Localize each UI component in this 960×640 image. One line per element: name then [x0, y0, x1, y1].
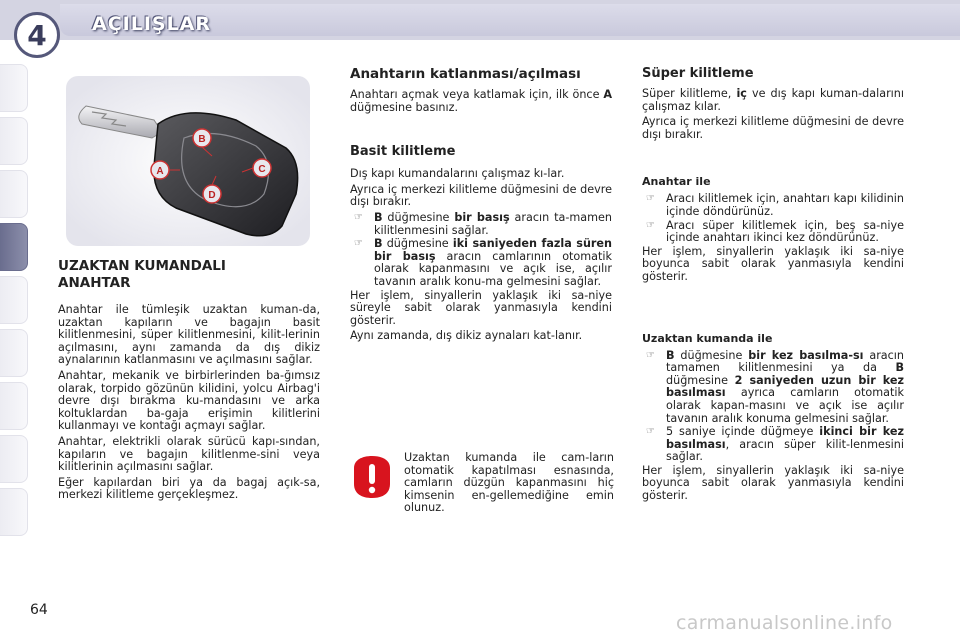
- paragraph: Anahtar ile tümleşik uzaktan kuman-da, uzaktan kapıların ve bagajın basit kilitlenmesini, süper kilitlenmesini, kilit-lerinin açılmasını, aynı zamanda da dış dikiz aynalarının katlanmasını ve açılmasını sağlar.: [58, 303, 320, 367]
- pointer-icon: ☞: [646, 426, 655, 438]
- side-tab[interactable]: [0, 117, 28, 165]
- button-label-d: D: [208, 190, 216, 201]
- bullet-list: [350, 212, 612, 289]
- side-tab[interactable]: [0, 64, 28, 112]
- list-item: ☞ B düğmesine bir kez basılma-sı aracın tamamen kilitlenmesini ya da B düğmesine 2 saniyeden uzun bir kez basılması ayrıca camların otomatik olarak kapan-masını ve açık ise açılır tavanın aralık konuma gelmesini sağlar.: [646, 348, 905, 425]
- subsection-title-with-key: Anahtar ile: [642, 175, 711, 189]
- button-label-a: A: [156, 166, 164, 177]
- folding-and-locking-section: [350, 66, 612, 346]
- remote-key-photo: [66, 76, 310, 246]
- section-title-folding: Anahtarın katlanması/açılması: [350, 66, 581, 82]
- paragraph: Her işlem, sinyallerin yaklaşık iki sa-niye boyunca sabit olarak yanmasıyla kendini gösterir.: [642, 244, 904, 283]
- side-tab[interactable]: [0, 276, 28, 324]
- section-title-remote-key: UZAKTAN KUMANDALI ANAHTAR: [58, 258, 226, 291]
- paragraph: Her işlem, sinyallerin yaklaşık iki sa-niye süreyle sabit olarak yanmasıyla kendini gösterir.: [350, 288, 612, 327]
- list-item: ☞ B düğmesine iki saniyeden fazla süren bir basış aracın camlarının otomatik olarak kapanmasını ve açık ise, açılır tavanın aralık konu-ma gelmesini sağlar.: [354, 237, 613, 288]
- button-label-b: B: [198, 134, 206, 145]
- paragraph: Dış kapı kumandalarını çalışmaz kı-lar.: [350, 167, 565, 181]
- super-locking-section: [642, 66, 904, 506]
- list-item: ☞ B düğmesine bir basış aracın ta-mamen kilitlenmesini sağlar.: [354, 210, 612, 237]
- side-tab[interactable]: [0, 329, 28, 377]
- side-tab[interactable]: [0, 382, 28, 430]
- side-tab[interactable]: [0, 170, 28, 218]
- watermark: carmanualsonline.info: [676, 612, 893, 634]
- subsection-title-with-remote: Uzaktan kumanda ile: [642, 331, 773, 345]
- paragraph: Anahtar, elektrikli olarak sürücü kapı-sından, kapıların ve bagajın kilitlenme-sini veya kilitlerinin açılmasını sağlar.: [58, 434, 320, 474]
- paragraph: Eğer kapılardan biri ya da bagaj açık-sa, merkezi kilitleme gerçekleşmez.: [58, 475, 320, 502]
- side-tab[interactable]: [0, 488, 28, 536]
- side-tab[interactable]: [0, 435, 28, 483]
- section-title-super-locking: Süper kilitleme: [642, 66, 754, 81]
- side-chapter-tabs: [0, 64, 28, 541]
- page-number: 64: [30, 602, 48, 618]
- paragraph: Anahtarı açmak veya katlamak için, ilk önce A düğmesine basınız.: [350, 88, 612, 114]
- list-item: ☞ Aracı kilitlemek için, anahtarı kapı kilidinin içinde döndürünüz.: [646, 192, 904, 218]
- warning-note: [352, 452, 612, 530]
- list-item: ☞ Aracı süper kilitlemek için, beş sa-niye içinde anahtarı ikinci kez döndürünüz.: [646, 218, 904, 245]
- paragraph: Ayrıca iç merkezi kilitleme düğmesini de devre dışı bırakır.: [350, 182, 612, 209]
- pointer-icon: ☞: [646, 349, 655, 361]
- chapter-title: AÇILIŞLAR: [92, 13, 212, 35]
- paragraph: Her işlem, sinyallerin yaklaşık iki sa-niye boyunca sabit olarak yanmasıyla kendini gösterir.: [642, 463, 904, 503]
- chapter-number-badge: 4: [14, 12, 60, 58]
- bullet-list: [642, 350, 904, 464]
- paragraph: Anahtar, mekanik ve birbirlerinden ba-ğımsız olarak, torpido gözünün kilidini, yolcu Airbag'i devre dışı bırakma ku-mandasını ve arka koltuklardan ba-gaja erişimin kilitlerini kullanmayı ve kontağı açmayı sağlar.: [58, 368, 320, 433]
- pointer-icon: ☞: [646, 219, 655, 231]
- paragraph: Aynı zamanda, dış dikiz aynaları kat-lanır.: [350, 329, 583, 343]
- warning-icon: [352, 454, 392, 500]
- side-tab-active[interactable]: [0, 223, 28, 271]
- pointer-icon: ☞: [354, 238, 363, 250]
- pointer-icon: ☞: [354, 211, 363, 223]
- list-item: ☞ 5 saniye içinde düğmeye ikinci bir kez basılması, aracın süper kilit-lenmesini sağlar.: [646, 425, 904, 464]
- pointer-icon: ☞: [646, 193, 655, 205]
- remote-key-section: [58, 258, 320, 505]
- paragraph: Süper kilitleme, iç ve dış kapı kuman-dalarını çalışmaz kılar.: [642, 87, 904, 113]
- section-title-basic-locking: Basit kilitleme: [350, 144, 456, 160]
- bullet-list: [642, 193, 904, 244]
- warning-text: Uzaktan kumanda ile cam-ların otomatik kapatılması esnasında, camların düzgün kapanmasını hiç kimsenin en-gellemediğine emin olunuz.: [404, 451, 614, 515]
- paragraph: Ayrıca iç merkezi kilitleme düğmesini de devre dışı bırakır.: [642, 115, 904, 141]
- button-label-c: C: [258, 164, 266, 175]
